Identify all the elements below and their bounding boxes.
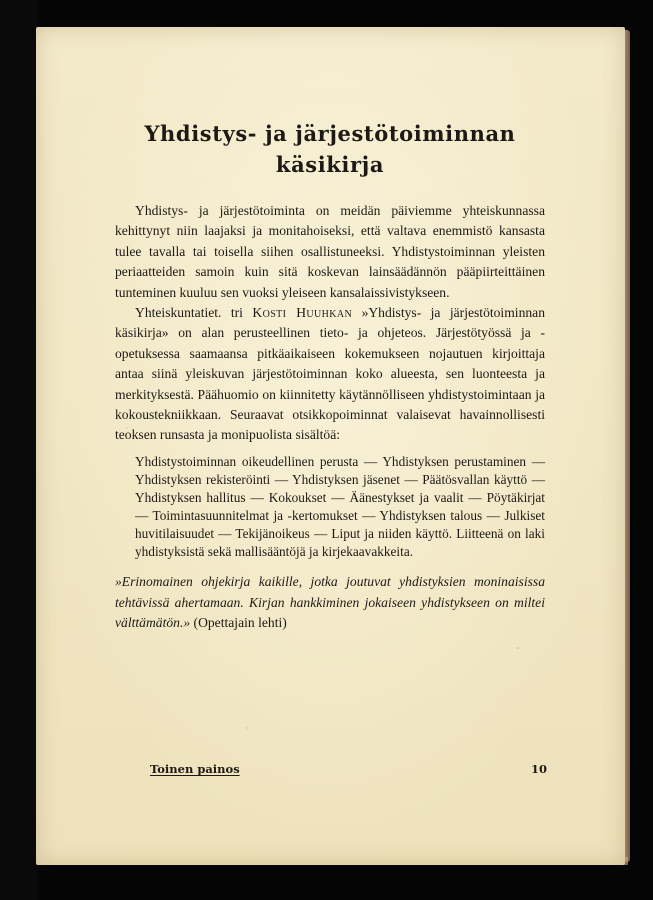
review-quote bbox=[115, 572, 545, 633]
background bbox=[0, 0, 38, 900]
paper-speck bbox=[246, 727, 248, 729]
book-title bbox=[115, 118, 545, 180]
quote-text: »Erinomainen ohjekirja kaikille, jotka joutuvat yhdistyksien moninaisissa tehtävissä ahertamaan. Kirjan hankkiminen jokaiseen yhdistykseen on miltei välttämätön.» bbox=[115, 574, 545, 631]
cover-text bbox=[115, 118, 545, 634]
book-title-line-1: Yhdistys- ja järjestötoiminnan bbox=[144, 121, 516, 146]
edition-label: Toinen painos bbox=[150, 762, 240, 776]
book-title-line-2: käsikirja bbox=[275, 152, 385, 177]
contents-list: Yhdistystoiminnan oikeudellinen perusta — Yhdistyksen perustaminen — Yhdistyksen rekisteröinti — Yhdistyksen jäsenet — Päätösvallan käyttö — Yhdistyksen hallitus — Kokoukset — Äänestykset ja vaalit — Pöytäkirjat — Toimintasuunnitelmat ja -kertomukset — Yhdistyksen talous — Julkiset huvitilaisuudet — Tekijänoikeus — Liput ja niiden käyttö. Liitteenä on laki yhdistyksistä sekä mallisääntöjä ja kirjekaavakkeita. bbox=[135, 453, 545, 560]
description-paragraph-2 bbox=[115, 303, 545, 446]
paper-speck bbox=[516, 647, 519, 649]
paragraph-1-text: Yhdistys- ja järjestötoiminta on meidän päiviemme yhteiskunnassa kehittynyt niin laajaksi ja monitahoiseksi, että valtava enemmistö kansasta tulee tavalla tai toisella siihen osallistuneeksi. Yhdistystoiminnan yleisten periaatteiden samoin kuin sitä koskevan lainsäädännön pääpiirteittäinen tunteminen kuuluu sen vuoksi yleiseen kansalaissivistykseen. bbox=[115, 203, 545, 300]
price-code: 10 bbox=[531, 762, 548, 776]
paragraph-2-text: »Yhdistys- ja järjestötoiminnan käsikirja» on alan perusteellinen tieto- ja ohjeteos. Järjestötyössä ja -opetuksessa saamaansa pitkäaikaiseen kokemukseen nojautuen kirjoittaja antaa siinä yleiskuvan järjestötoiminnan koko alueesta, sen luonteesta ja merkityksestä. Päähuomio on kiinnitetty käytännölliseen yhdistystoimintaan ja kokoustekniikkaan. Seuraavat otsikkopoiminnat valaisevat havainnollisesti teoksen runsasta ja monipuolista sisältöä: bbox=[115, 305, 545, 443]
author-name: Kosti Huuhkan bbox=[252, 305, 353, 321]
quote-source: (Opettajain lehti) bbox=[190, 615, 287, 631]
description-paragraph-1 bbox=[115, 201, 545, 303]
paragraph-2-intro: Yhteiskuntatiet. tri bbox=[135, 305, 253, 321]
